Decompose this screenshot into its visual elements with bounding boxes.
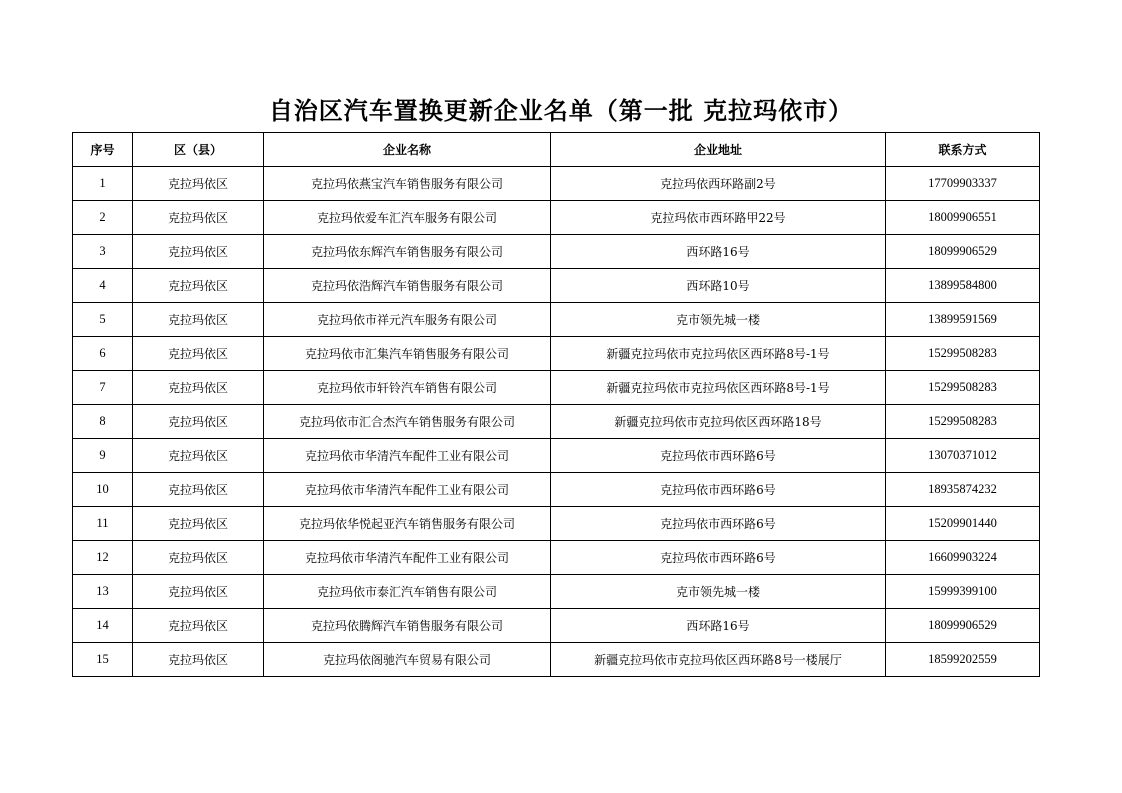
cell-index: 10 xyxy=(73,473,133,507)
cell-district: 克拉玛依区 xyxy=(133,337,264,371)
cell-district: 克拉玛依区 xyxy=(133,609,264,643)
cell-company-address: 西环路16号 xyxy=(551,235,886,269)
cell-index: 15 xyxy=(73,643,133,677)
table-row xyxy=(73,507,1040,541)
cell-contact: 18935874232 xyxy=(886,473,1040,507)
cell-contact: 15299508283 xyxy=(886,371,1040,405)
table-body xyxy=(73,167,1040,677)
cell-company-name: 克拉玛依市华清汽车配件工业有限公司 xyxy=(264,439,551,473)
cell-company-address: 新疆克拉玛依市克拉玛依区西环路8号一楼展厅 xyxy=(551,643,886,677)
cell-index: 1 xyxy=(73,167,133,201)
cell-district: 克拉玛依区 xyxy=(133,439,264,473)
table-row xyxy=(73,643,1040,677)
page-title: 自治区汽车置换更新企业名单（第一批 克拉玛依市） xyxy=(268,97,854,125)
cell-company-address: 西环路10号 xyxy=(551,269,886,303)
cell-index: 6 xyxy=(73,337,133,371)
cell-district: 克拉玛依区 xyxy=(133,575,264,609)
cell-company-address: 克拉玛依市西环路6号 xyxy=(551,541,886,575)
cell-company-address: 新疆克拉玛依市克拉玛依区西环路8号-1号 xyxy=(551,337,886,371)
cell-company-name: 克拉玛依阁驰汽车贸易有限公司 xyxy=(264,643,551,677)
cell-contact: 18009906551 xyxy=(886,201,1040,235)
table-row xyxy=(73,405,1040,439)
column-header-company-address: 企业地址 xyxy=(551,133,886,167)
cell-company-name: 克拉玛依市汇合杰汽车销售服务有限公司 xyxy=(264,405,551,439)
cell-company-address: 克市领先城一楼 xyxy=(551,575,886,609)
table-header-row xyxy=(73,133,1040,167)
cell-company-address: 新疆克拉玛依市克拉玛依区西环路18号 xyxy=(551,405,886,439)
cell-index: 12 xyxy=(73,541,133,575)
cell-company-address: 克拉玛依市西环路6号 xyxy=(551,507,886,541)
cell-district: 克拉玛依区 xyxy=(133,541,264,575)
column-header-contact: 联系方式 xyxy=(886,133,1040,167)
cell-company-name: 克拉玛依燕宝汽车销售服务有限公司 xyxy=(264,167,551,201)
cell-company-name: 克拉玛依市汇集汽车销售服务有限公司 xyxy=(264,337,551,371)
column-header-index: 序号 xyxy=(73,133,133,167)
cell-company-address: 克市领先城一楼 xyxy=(551,303,886,337)
table-row xyxy=(73,473,1040,507)
cell-district: 克拉玛依区 xyxy=(133,167,264,201)
company-list-table xyxy=(72,132,1040,677)
cell-company-address: 克拉玛依市西环路6号 xyxy=(551,473,886,507)
table-row xyxy=(73,609,1040,643)
cell-company-name: 克拉玛依市祥元汽车服务有限公司 xyxy=(264,303,551,337)
cell-district: 克拉玛依区 xyxy=(133,269,264,303)
table-row xyxy=(73,337,1040,371)
cell-company-address: 克拉玛依市西环路甲22号 xyxy=(551,201,886,235)
table-row xyxy=(73,201,1040,235)
cell-index: 13 xyxy=(73,575,133,609)
cell-index: 4 xyxy=(73,269,133,303)
cell-company-name: 克拉玛依市泰汇汽车销售有限公司 xyxy=(264,575,551,609)
column-header-company-name: 企业名称 xyxy=(264,133,551,167)
cell-district: 克拉玛依区 xyxy=(133,643,264,677)
table-row xyxy=(73,167,1040,201)
cell-index: 8 xyxy=(73,405,133,439)
cell-company-name: 克拉玛依市华清汽车配件工业有限公司 xyxy=(264,541,551,575)
cell-company-name: 克拉玛依腾辉汽车销售服务有限公司 xyxy=(264,609,551,643)
table-row xyxy=(73,371,1040,405)
cell-contact: 13070371012 xyxy=(886,439,1040,473)
cell-contact: 15299508283 xyxy=(886,337,1040,371)
cell-company-name: 克拉玛依浩辉汽车销售服务有限公司 xyxy=(264,269,551,303)
cell-contact: 16609903224 xyxy=(886,541,1040,575)
cell-contact: 18099906529 xyxy=(886,609,1040,643)
cell-index: 3 xyxy=(73,235,133,269)
cell-contact: 17709903337 xyxy=(886,167,1040,201)
cell-index: 5 xyxy=(73,303,133,337)
cell-company-address: 克拉玛依西环路副2号 xyxy=(551,167,886,201)
cell-contact: 15209901440 xyxy=(886,507,1040,541)
cell-district: 克拉玛依区 xyxy=(133,371,264,405)
cell-district: 克拉玛依区 xyxy=(133,235,264,269)
cell-index: 7 xyxy=(73,371,133,405)
cell-company-name: 克拉玛依华悦起亚汽车销售服务有限公司 xyxy=(264,507,551,541)
cell-contact: 15999399100 xyxy=(886,575,1040,609)
cell-district: 克拉玛依区 xyxy=(133,507,264,541)
table-row xyxy=(73,269,1040,303)
cell-company-name: 克拉玛依市华清汽车配件工业有限公司 xyxy=(264,473,551,507)
cell-contact: 13899591569 xyxy=(886,303,1040,337)
table-row xyxy=(73,303,1040,337)
cell-index: 11 xyxy=(73,507,133,541)
table-row xyxy=(73,439,1040,473)
cell-contact: 13899584800 xyxy=(886,269,1040,303)
cell-district: 克拉玛依区 xyxy=(133,303,264,337)
cell-index: 9 xyxy=(73,439,133,473)
cell-contact: 18599202559 xyxy=(886,643,1040,677)
cell-company-name: 克拉玛依爱车汇汽车服务有限公司 xyxy=(264,201,551,235)
cell-index: 14 xyxy=(73,609,133,643)
cell-contact: 15299508283 xyxy=(886,405,1040,439)
cell-company-address: 西环路16号 xyxy=(551,609,886,643)
cell-company-address: 克拉玛依市西环路6号 xyxy=(551,439,886,473)
table-row xyxy=(73,235,1040,269)
cell-company-address: 新疆克拉玛依市克拉玛依区西环路8号-1号 xyxy=(551,371,886,405)
table-row xyxy=(73,541,1040,575)
cell-company-name: 克拉玛依东辉汽车销售服务有限公司 xyxy=(264,235,551,269)
cell-index: 2 xyxy=(73,201,133,235)
column-header-district: 区（县） xyxy=(133,133,264,167)
cell-district: 克拉玛依区 xyxy=(133,405,264,439)
cell-district: 克拉玛依区 xyxy=(133,473,264,507)
cell-district: 克拉玛依区 xyxy=(133,201,264,235)
cell-contact: 18099906529 xyxy=(886,235,1040,269)
cell-company-name: 克拉玛依市轩铃汽车销售有限公司 xyxy=(264,371,551,405)
table-row xyxy=(73,575,1040,609)
